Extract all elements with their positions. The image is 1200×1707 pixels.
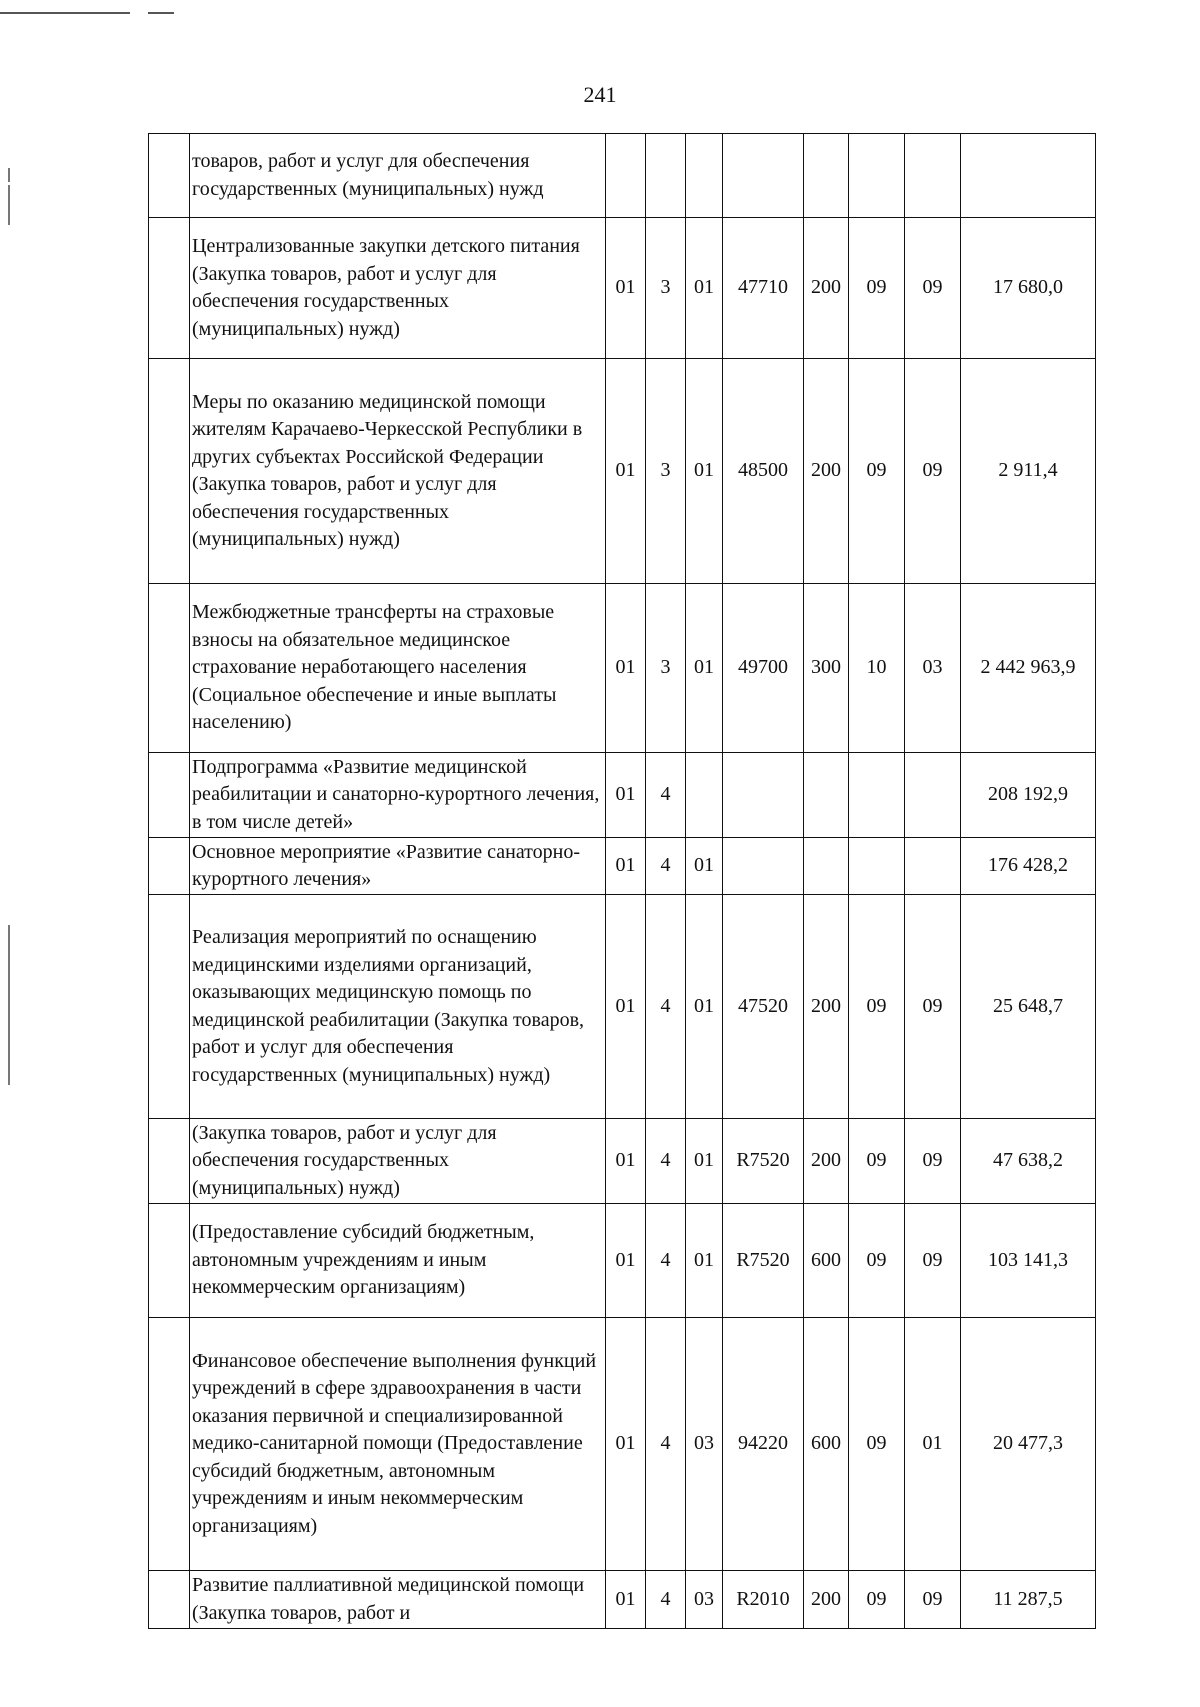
code-cell: R2010 [723, 1571, 804, 1629]
code-cell [723, 134, 804, 218]
code-cell: 4 [646, 895, 686, 1119]
code-cell [849, 753, 905, 838]
code-cell [804, 753, 849, 838]
margin-artifact [8, 168, 10, 182]
code-cell: 3 [646, 359, 686, 584]
table-row [149, 1318, 1096, 1571]
code-cell: 09 [849, 359, 905, 584]
code-cell: 01 [606, 584, 646, 753]
code-cell: 94220 [723, 1318, 804, 1571]
code-cell: 47710 [723, 218, 804, 359]
code-cell: 01 [686, 1204, 723, 1318]
code-cell: 09 [905, 1571, 961, 1629]
row-number-cell [149, 359, 190, 584]
code-cell: 01 [606, 895, 646, 1119]
row-number-cell [149, 1204, 190, 1318]
table-row [149, 1571, 1096, 1629]
item-name-cell: товаров, работ и услуг для обеспечения государственных (муниципальных) нужд [190, 134, 606, 218]
code-cell [723, 753, 804, 838]
code-cell: 09 [849, 1204, 905, 1318]
code-cell [686, 753, 723, 838]
sum-cell: 2 442 963,9 [961, 584, 1096, 753]
code-cell: R7520 [723, 1204, 804, 1318]
code-cell: 01 [606, 1318, 646, 1571]
code-cell: 4 [646, 1119, 686, 1204]
code-cell: 01 [606, 1204, 646, 1318]
item-name-cell: Финансовое обеспечение выполнения функций учреждений в сфере здравоохранения в части оказания первичной и специализированной медико-санитарной помощи (Предоставление субсидий бюджетным, автономным учреждениям и иным некоммерческим организациям) [190, 1318, 606, 1571]
item-name-cell: Централизованные закупки детского питания (Закупка товаров, работ и услуг для обеспечения государственных (муниципальных) нужд) [190, 218, 606, 359]
code-cell [849, 838, 905, 895]
sum-cell [961, 134, 1096, 218]
item-name-cell: (Предоставление субсидий бюджетным, автономным учреждениям и иным некоммерческим организациям) [190, 1204, 606, 1318]
row-number-cell [149, 1571, 190, 1629]
code-cell: 01 [606, 1571, 646, 1629]
code-cell: 300 [804, 584, 849, 753]
code-cell [804, 838, 849, 895]
code-cell: 200 [804, 895, 849, 1119]
code-cell: 01 [686, 895, 723, 1119]
code-cell: 01 [606, 218, 646, 359]
sum-cell: 11 287,5 [961, 1571, 1096, 1629]
sum-cell: 2 911,4 [961, 359, 1096, 584]
table-row [149, 584, 1096, 753]
code-cell: 01 [606, 838, 646, 895]
code-cell: 01 [606, 753, 646, 838]
code-cell: 01 [686, 838, 723, 895]
margin-artifact [8, 185, 10, 225]
row-number-cell [149, 134, 190, 218]
code-cell: 03 [686, 1318, 723, 1571]
code-cell: 600 [804, 1318, 849, 1571]
code-cell [606, 134, 646, 218]
code-cell: 3 [646, 218, 686, 359]
code-cell [905, 753, 961, 838]
code-cell: 200 [804, 218, 849, 359]
item-name-cell: Меры по оказанию медицинской помощи жителям Карачаево-Черкесской Республики в других субъектах Российской Федерации (Закупка товаров, работ и услуг для обеспечения государственных (муниципальных) нужд) [190, 359, 606, 584]
code-cell [646, 134, 686, 218]
sum-cell: 176 428,2 [961, 838, 1096, 895]
budget-table [148, 133, 1096, 1629]
row-number-cell [149, 218, 190, 359]
code-cell: 09 [905, 359, 961, 584]
row-number-cell [149, 838, 190, 895]
code-cell: 09 [849, 218, 905, 359]
code-cell: 4 [646, 1318, 686, 1571]
item-name-cell: Подпрограмма «Развитие медицинской реабилитации и санаторно-курортного лечения, в том числе детей» [190, 753, 606, 838]
code-cell: R7520 [723, 1119, 804, 1204]
scan-artifact-line [148, 12, 174, 14]
sum-cell: 103 141,3 [961, 1204, 1096, 1318]
code-cell: 01 [905, 1318, 961, 1571]
code-cell: 4 [646, 1571, 686, 1629]
sum-cell: 47 638,2 [961, 1119, 1096, 1204]
code-cell: 09 [849, 1318, 905, 1571]
code-cell [905, 134, 961, 218]
row-number-cell [149, 753, 190, 838]
table-row [149, 1204, 1096, 1318]
code-cell: 01 [686, 218, 723, 359]
page-number: 241 [583, 82, 617, 107]
code-cell: 09 [849, 1119, 905, 1204]
code-cell: 09 [849, 1571, 905, 1629]
code-cell: 01 [606, 1119, 646, 1204]
item-name-cell: Развитие паллиативной медицинской помощи (Закупка товаров, работ и [190, 1571, 606, 1629]
code-cell [723, 838, 804, 895]
table-row [149, 134, 1096, 218]
item-name-cell: Основное мероприятие «Развитие санаторно-курортного лечения» [190, 838, 606, 895]
code-cell: 4 [646, 838, 686, 895]
code-cell: 3 [646, 584, 686, 753]
table-row [149, 1119, 1096, 1204]
item-name-cell: Межбюджетные трансферты на страховые взносы на обязательное медицинское страхование неработающего населения (Социальное обеспечение и иные выплаты населению) [190, 584, 606, 753]
code-cell: 48500 [723, 359, 804, 584]
code-cell: 09 [905, 1204, 961, 1318]
code-cell: 49700 [723, 584, 804, 753]
table-row [149, 838, 1096, 895]
code-cell: 01 [686, 1119, 723, 1204]
code-cell [804, 134, 849, 218]
code-cell: 200 [804, 1119, 849, 1204]
sum-cell: 20 477,3 [961, 1318, 1096, 1571]
code-cell: 01 [686, 584, 723, 753]
code-cell: 01 [606, 359, 646, 584]
row-number-cell [149, 1318, 190, 1571]
code-cell: 4 [646, 753, 686, 838]
item-name-cell: Реализация мероприятий по оснащению медицинскими изделиями организаций, оказывающих медицинскую помощь по медицинской реабилитации (Закупка товаров, работ и услуг для обеспечения государственных (муниципальных) нужд) [190, 895, 606, 1119]
code-cell [686, 134, 723, 218]
code-cell: 03 [686, 1571, 723, 1629]
code-cell: 47520 [723, 895, 804, 1119]
row-number-cell [149, 584, 190, 753]
table-row [149, 218, 1096, 359]
code-cell [905, 838, 961, 895]
row-number-cell [149, 895, 190, 1119]
margin-artifact [8, 925, 10, 1085]
item-name-cell: (Закупка товаров, работ и услуг для обеспечения государственных (муниципальных) нужд) [190, 1119, 606, 1204]
sum-cell: 208 192,9 [961, 753, 1096, 838]
code-cell: 03 [905, 584, 961, 753]
code-cell: 600 [804, 1204, 849, 1318]
code-cell: 09 [905, 218, 961, 359]
code-cell: 09 [905, 895, 961, 1119]
code-cell: 09 [849, 895, 905, 1119]
sum-cell: 25 648,7 [961, 895, 1096, 1119]
code-cell: 4 [646, 1204, 686, 1318]
row-number-cell [149, 1119, 190, 1204]
table-row [149, 359, 1096, 584]
table-row [149, 895, 1096, 1119]
code-cell: 200 [804, 359, 849, 584]
code-cell: 10 [849, 584, 905, 753]
table-row [149, 753, 1096, 838]
scan-artifact-line [0, 12, 130, 14]
code-cell: 200 [804, 1571, 849, 1629]
code-cell [849, 134, 905, 218]
code-cell: 09 [905, 1119, 961, 1204]
code-cell: 01 [686, 359, 723, 584]
sum-cell: 17 680,0 [961, 218, 1096, 359]
